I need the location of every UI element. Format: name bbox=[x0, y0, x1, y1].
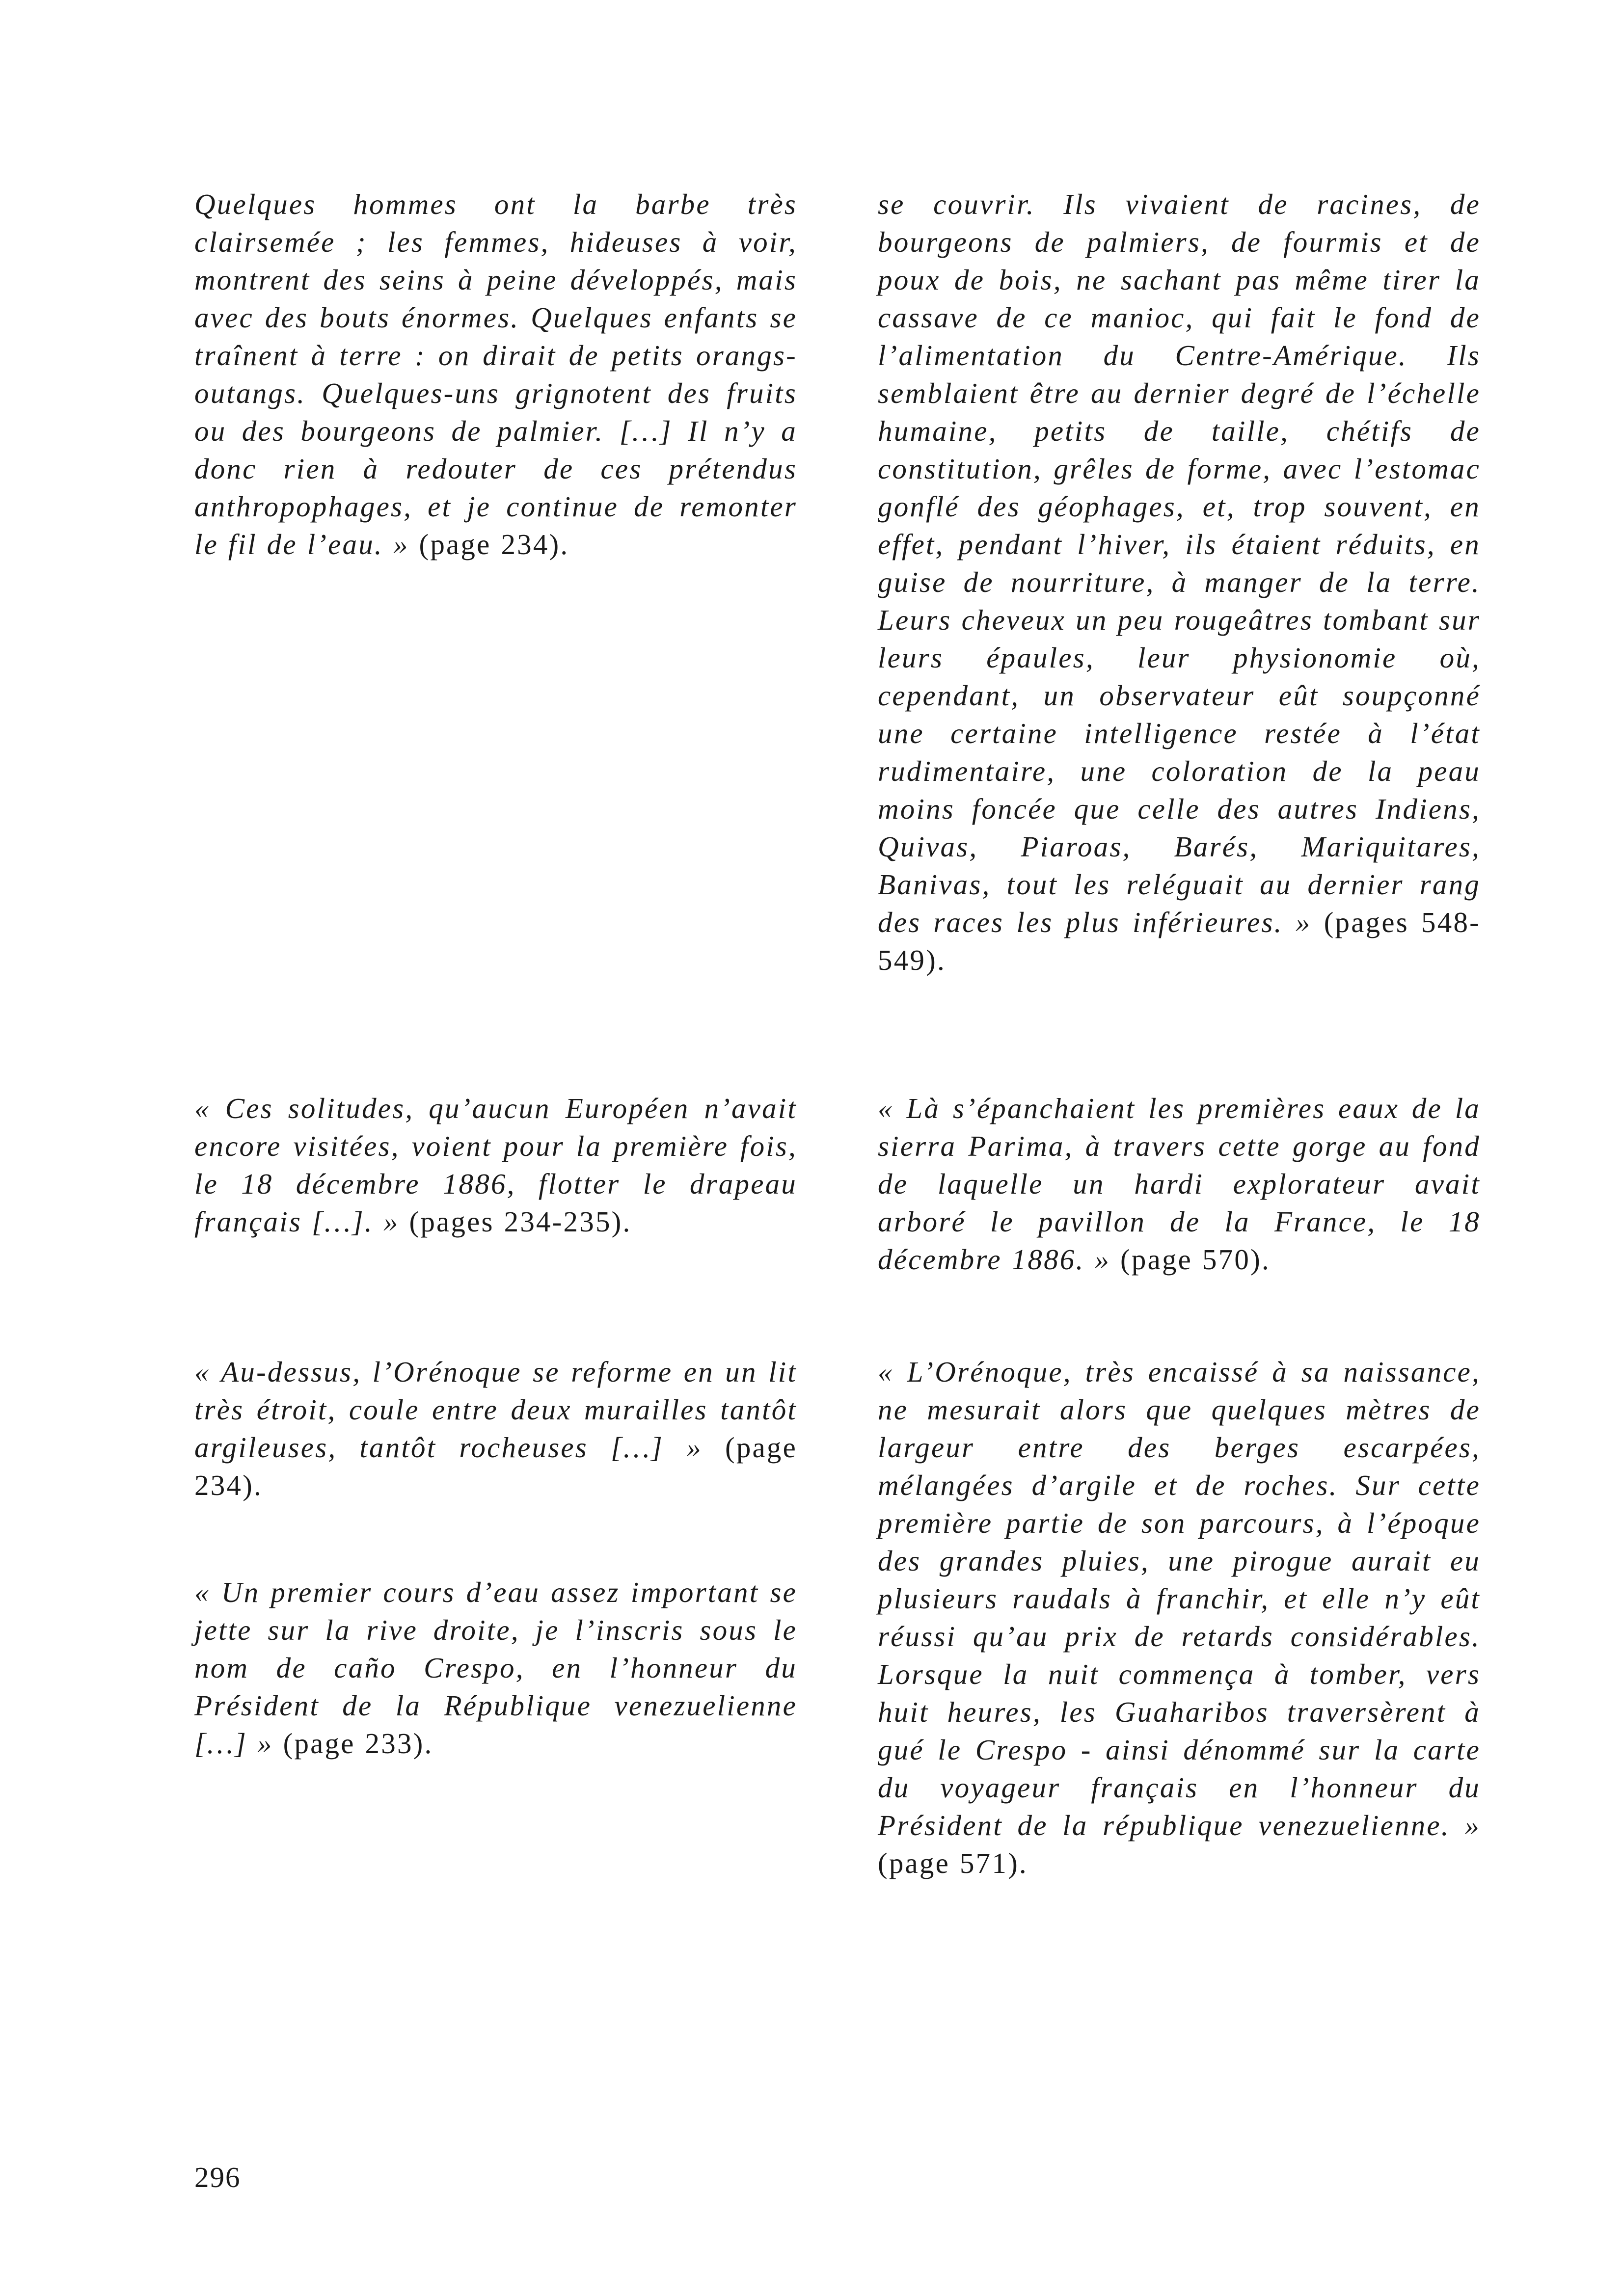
quote-text: se couvrir. Ils vivaient de racines, de bourgeons de palmiers, de fourmis et de poux de bois, ne sachant pas même tirer la cassave de ce manioc, qui fait le fond de l’alimentation du Centre-Amérique. Ils semblaient être au dernier degré de l’échelle humaine, petits de taille, chétifs de constitution, grêles de forme, avec l’estomac gonflé des géophages, et, trop souvent, en effet, pendant l’hiver, ils étaient réduits, en guise de nourriture, à manger de la terre. Leurs cheveux un peu rougeâtres tombant sur leurs épaules, leur physionomie où, cependant, un observateur eût soupçonné une certaine intelligence restée à l’état rudimentaire, une coloration de la peau moins foncée que celle des autres Indiens, Quivas, Piaroas, Barés, Mariquitares, Banivas, tout les reléguait au dernier rang des races les plus inférieures. » bbox=[878, 188, 1481, 938]
quote-text: « Au-dessus, l’Orénoque se reforme en un lit très étroit, coule entre deux murailles tantôt argileuses, tantôt rocheuses […] » bbox=[194, 1356, 797, 1464]
page-reference: (page 234). bbox=[194, 1431, 797, 1501]
passage-right-1 bbox=[878, 186, 1481, 1020]
page-reference: (pages 548-549). bbox=[878, 906, 1481, 976]
quote-text: Quelques hommes ont la barbe très clairsemée ; les femmes, hideuses à voir, montrent des seins à peine développés, mais avec des bouts énormes. Quelques enfants se traînent à terre : on dirait de petits orangs-outangs. Quelques-uns grignotent des fruits ou des bourgeons de palmier. […] Il n’y a donc rien à redouter de ces prétendus anthropophages, et je continue de remonter le fil de l’eau. » bbox=[194, 188, 797, 561]
quote-text: « L’Orénoque, très encaissé à sa naissance, ne mesurait alors que quelques mètres de largeur entre des berges escarpées, mélangées d’argile et de roches. Sur cette première partie de son parcours, à l’époque des grandes pluies, une pirogue aurait eu plusieurs raudals à franchir, et elle n’y eût réussi qu’au prix de retards considérables. Lorsque la nuit commença à tomber, vers huit heures, les Guaharibos traversèrent à gué le Crespo - ainsi dénommé sur la carte du voyageur français en l’honneur du Président de la république venezuelienne. » bbox=[878, 1356, 1481, 1842]
quote-text: « Ces solitudes, qu’aucun Européen n’avait encore visitées, voient pour la première fois, le 18 décembre 1886, flotter le drapeau français […]. » bbox=[194, 1092, 797, 1238]
page-reference: (page 233). bbox=[273, 1727, 433, 1760]
passage-right-3 bbox=[878, 1353, 1481, 1918]
page-reference: (pages 234-235). bbox=[399, 1205, 632, 1238]
passage-left-4 bbox=[194, 1574, 797, 1770]
page-reference: (page 571). bbox=[878, 1847, 1028, 1879]
passage-left-2 bbox=[194, 1090, 797, 1286]
page-reference: (page 234). bbox=[409, 528, 569, 561]
passage-left-3 bbox=[194, 1353, 797, 1510]
page-reference: (page 570). bbox=[1110, 1243, 1271, 1276]
quote-text: « Un premier cours d’eau assez important se jette sur la rive droite, je l’inscris sous le nom de caño Crespo, en l’honneur du Président de la République venezuelienne […] » bbox=[194, 1576, 797, 1760]
passage-left-1 bbox=[194, 186, 797, 603]
passage-right-2 bbox=[878, 1090, 1481, 1286]
quote-text: « Là s’épanchaient les premières eaux de la sierra Parima, à travers cette gorge au fond de laquelle un hardi explorateur avait arboré le pavillon de la France, le 18 décembre 1886. » bbox=[878, 1092, 1481, 1276]
page-number: 296 bbox=[194, 2161, 241, 2193]
